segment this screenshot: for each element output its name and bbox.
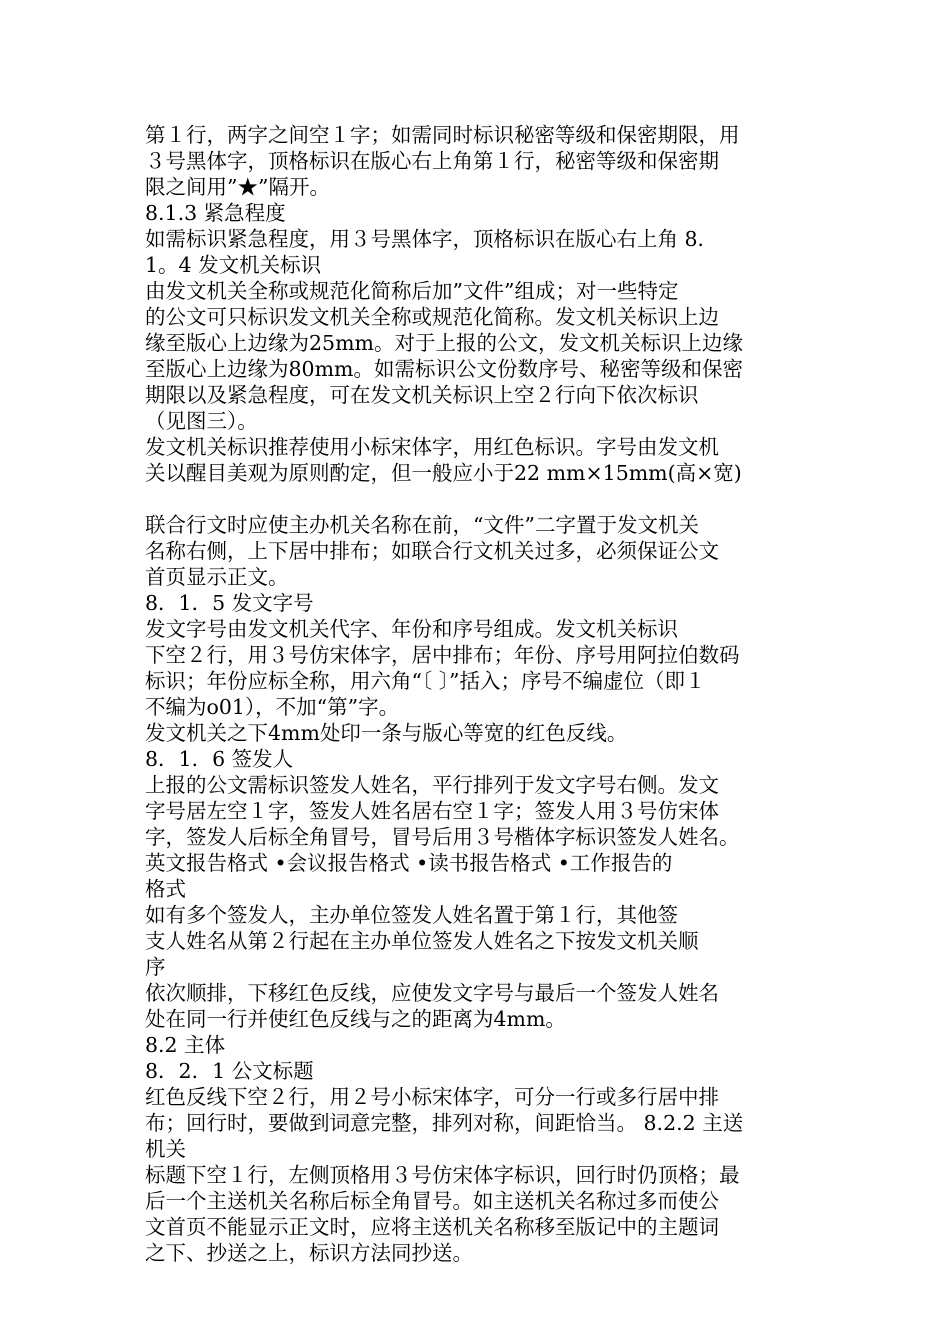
text-line: 布；回行时，要做到词意完整，排列对称，间距恰当。 8.2.2 主送	[145, 1111, 744, 1135]
text-line: 文首页不能显示正文时，应将主送机关名称移至版记中的主题词	[145, 1215, 719, 1239]
text-line: 机关	[145, 1137, 186, 1161]
blank-line	[145, 486, 835, 512]
text-line: 发文机关之下4mm处印一条与版心等宽的红色反线。	[145, 721, 628, 745]
text-line: 红色反线下空２行，用２号小标宋体字，可分一行或多行居中排	[145, 1085, 719, 1109]
text-line: 依次顺排，下移红色反线，应使发文字号与最后一个签发人姓名	[145, 981, 719, 1005]
text-line: （见图三）。	[145, 409, 258, 433]
text-line: 英文报告格式 •会议报告格式 •读书报告格式 •工作报告的	[145, 851, 673, 875]
section-heading: 8．1．6 签发人	[145, 747, 294, 771]
text-line: 发文机关标识推荐使用小标宋体字，用红色标识。字号由发文机	[145, 435, 719, 459]
text-line: 字，签发人后标全角冒号，冒号后用３号楷体字标识签发人姓名。	[145, 825, 740, 849]
text-line: 序	[145, 955, 166, 979]
text-line: 后一个主送机关名称后标全角冒号。如主送机关名称过多而使公	[145, 1189, 719, 1213]
text-line: ３号黑体字，顶格标识在版心右上角第１行，秘密等级和保密期	[145, 149, 719, 173]
section-heading: 1。4 发文机关标识	[145, 253, 322, 277]
section-heading: 8．2．1 公文标题	[145, 1059, 314, 1083]
text-line: 首页显示正文。	[145, 565, 289, 589]
text-line: 联合行文时应使主办机关名称在前，“文件”二字置于发文机关	[145, 513, 699, 537]
text-line: 标题下空１行，左侧顶格用３号仿宋体字标识，回行时仍顶格；最	[145, 1163, 740, 1187]
section-heading: 8.1.3 紧急程度	[145, 201, 286, 225]
text-line: 发文字号由发文机关代字、年份和序号组成。发文机关标识	[145, 617, 678, 641]
text-line: 标识；年份应标全称，用六角“〔 〕”括入；序号不编虚位（即１	[145, 669, 706, 693]
text-line: 格式	[145, 877, 186, 901]
text-line: 字号居左空１字，签发人姓名居右空１字；签发人用３号仿宋体	[145, 799, 719, 823]
text-line: 关以醒目美观为原则酌定，但一般应小于22 mm×15mm(高×宽)	[145, 461, 742, 485]
text-line: 如需标识紧急程度，用３号黑体字，顶格标识在版心右上角 8．	[145, 227, 719, 251]
text-line: 缘至版心上边缘为25mm。对于上报的公文，发文机关标识上边缘	[145, 331, 743, 355]
document-body	[145, 122, 835, 1266]
text-line: 处在同一行并使红色反线与之的距离为4mm。	[145, 1007, 566, 1031]
text-line: 期限以及紧急程度，可在发文机关标识上空２行向下依次标识	[145, 383, 699, 407]
text-line: 下空２行，用３号仿宋体字，居中排布；年份、序号用阿拉伯数码	[145, 643, 740, 667]
text-line: 由发文机关全称或规范化简称后加”文件”组成；对一些特定	[145, 279, 679, 303]
text-line: 之下、抄送之上，标识方法同抄送。	[145, 1241, 473, 1265]
text-line: 上报的公文需标识签发人姓名，平行排列于发文字号右侧。发文	[145, 773, 719, 797]
text-line: 至版心上边缘为80mm。如需标识公文份数序号、秘密等级和保密	[145, 357, 743, 381]
text-line: 支人姓名从第２行起在主办单位签发人姓名之下按发文机关顺	[145, 929, 699, 953]
text-line: 第１行，两字之间空１字；如需同时标识秘密等级和保密期限，用	[145, 123, 740, 147]
text-line: 的公文可只标识发文机关全称或规范化简称。发文机关标识上边	[145, 305, 719, 329]
text-line: 不编为o01），不加“第”字。	[145, 695, 400, 719]
text-line: 名称右侧，上下居中排布；如联合行文机关过多，必须保证公文	[145, 539, 719, 563]
text-line: 限之间用”★”隔开。	[145, 175, 330, 199]
text-line: 如有多个签发人，主办单位签发人姓名置于第１行，其他签	[145, 903, 678, 927]
section-heading: 8．1．5 发文字号	[145, 591, 314, 615]
section-heading: 8.2 主体	[145, 1033, 226, 1057]
